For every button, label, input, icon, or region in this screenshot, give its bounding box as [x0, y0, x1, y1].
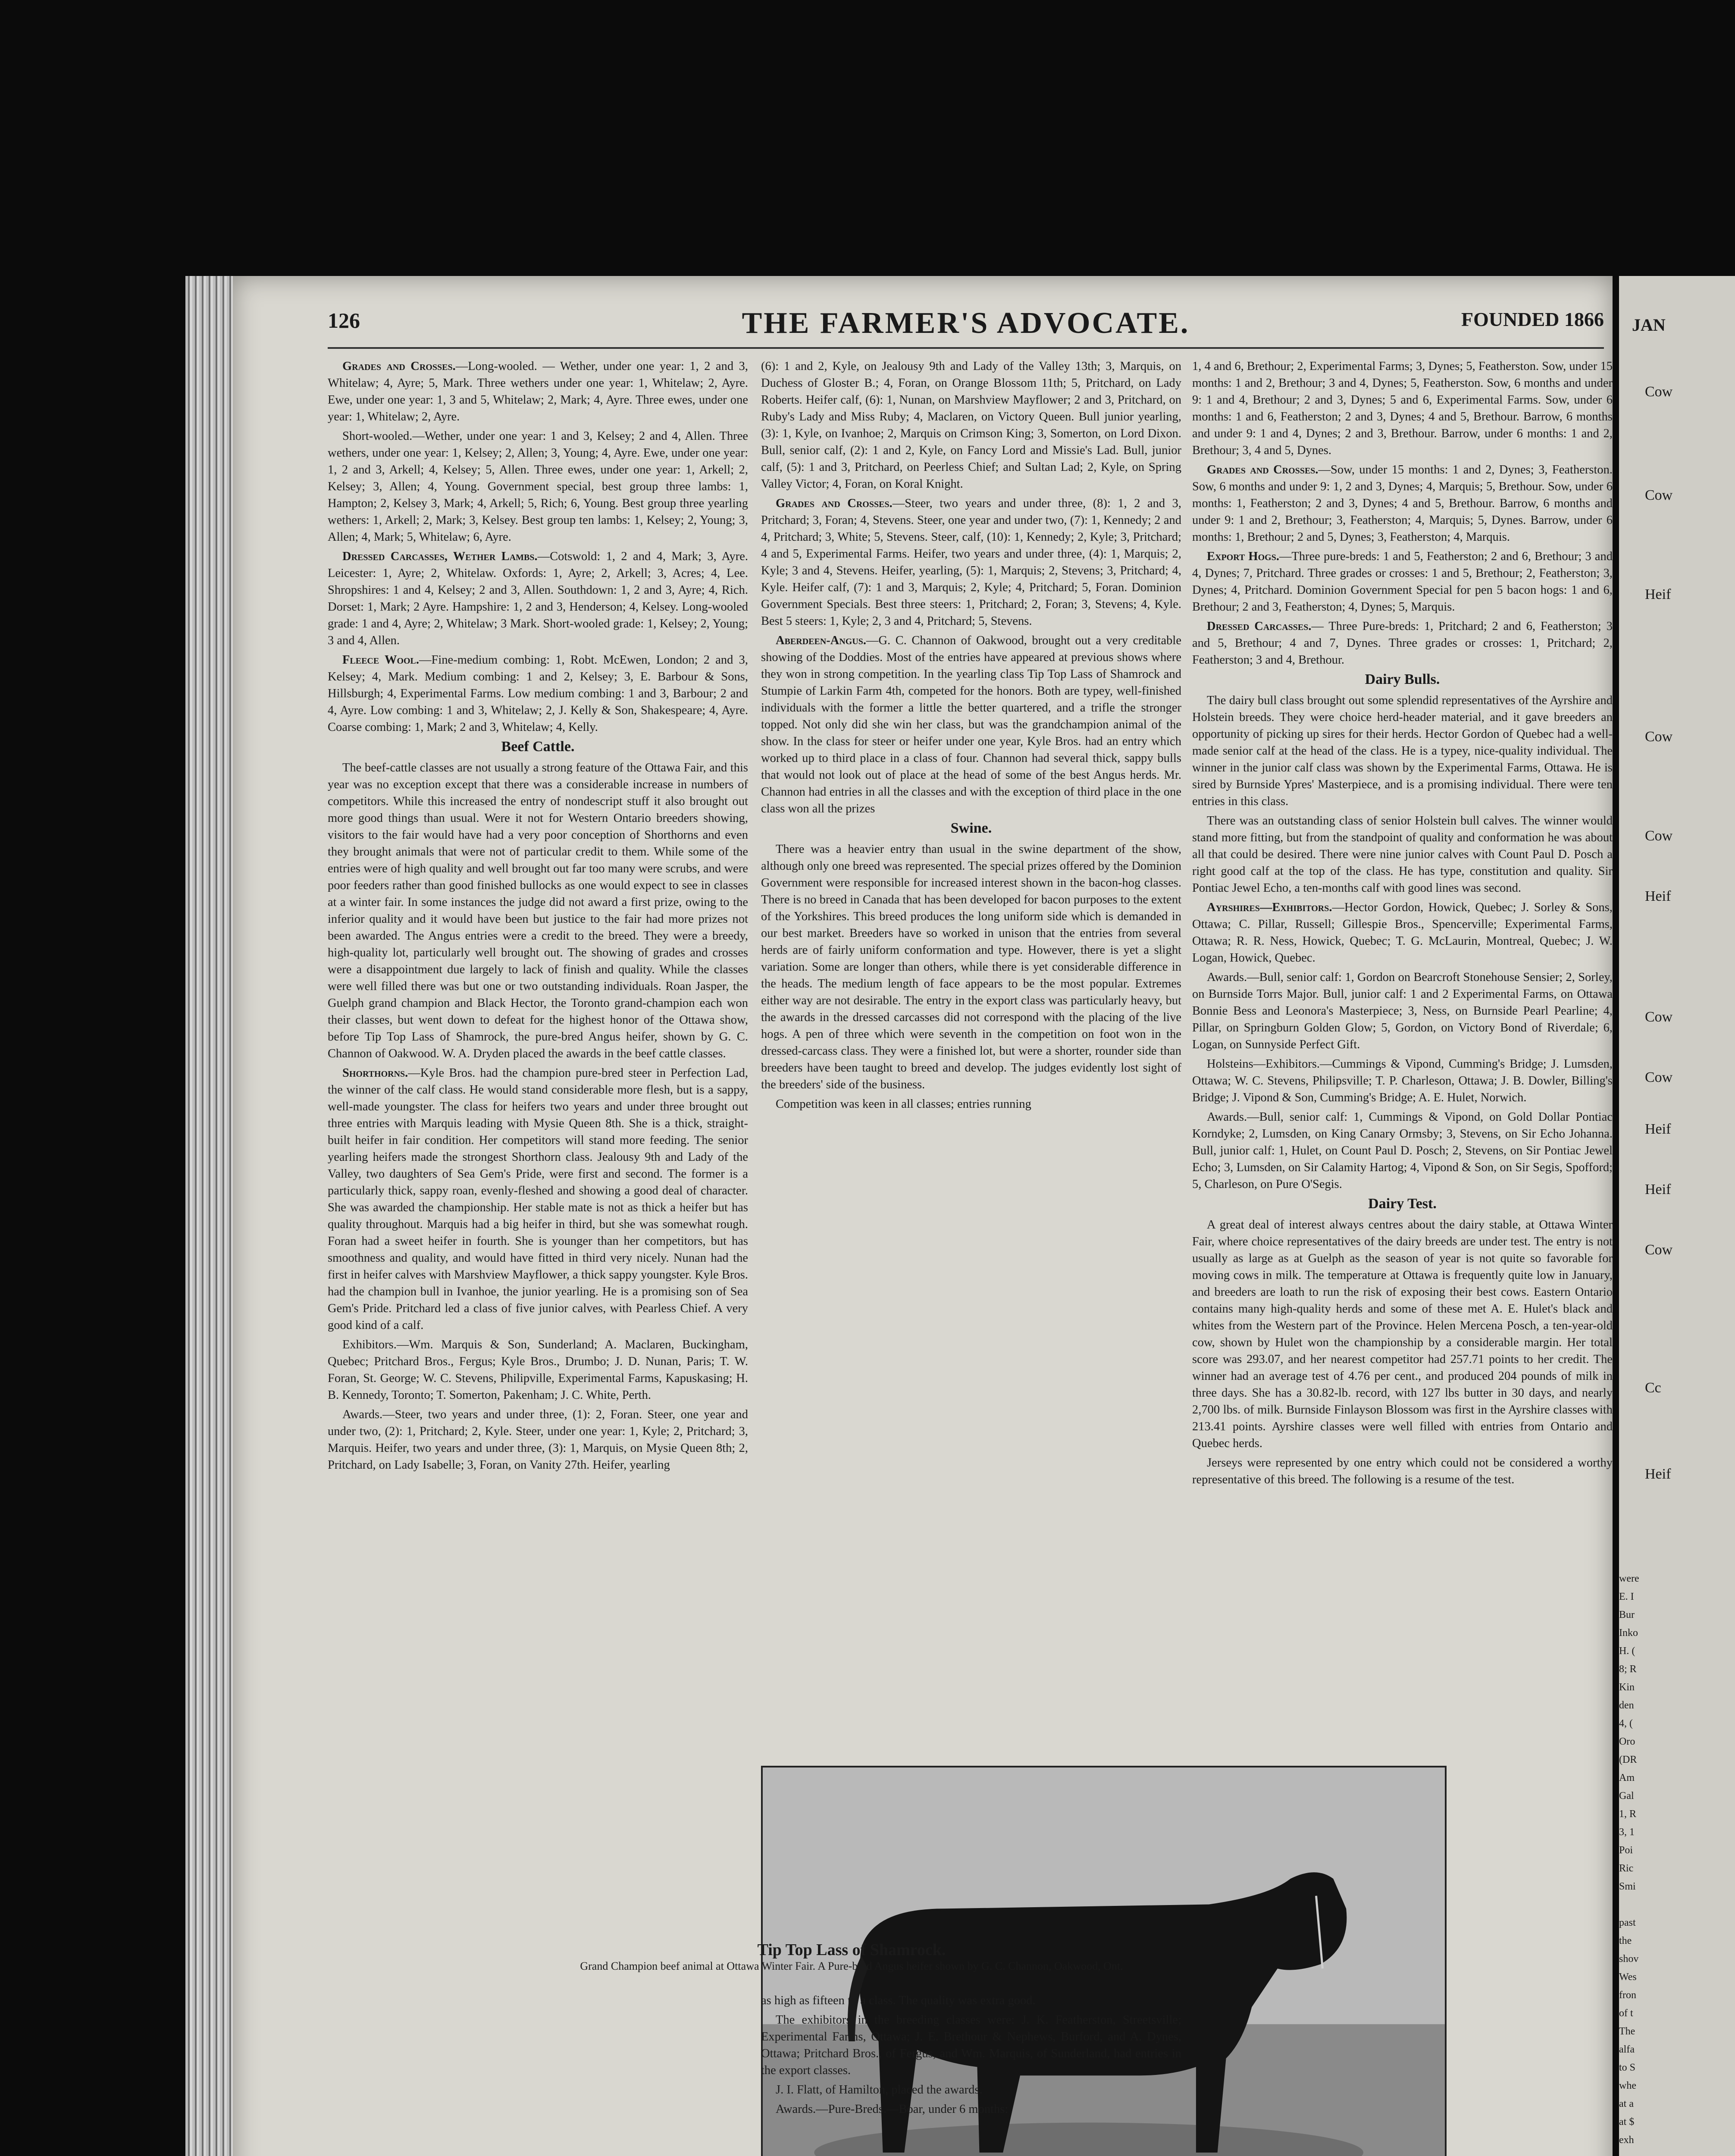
section-heading-dairy-test: Dairy Test.: [1368, 1196, 1437, 1212]
section-heading-beef-cattle: Beef Cattle.: [501, 739, 575, 755]
column-2-bottom: [761, 1992, 1181, 2118]
paragraph: The beef-cattle classes are not usually a strong feature of the Ottawa Fair, and this year was no exception except that there was a considerable increase in numbers of competitors. While this increased the entry of nondescript stuff it also brought out more good things than usual. Were it not for Western Ontario breeders showing, visitors to the fair would have had a very poor conception of Shorthorns and even they brought animals that were not of particular credit to them. While some of the entries were of high quality and well brought out far too many were scrubs, and were poor feeders rather than good finished bullocks as one would expect to see in classes at a winter fair. In some instances the judge did not award a first prize, owing to the inferior quality and it would have been but justice to the fair had more prizes not been awarded. The Angus entries were a credit to the breed. They were a breedy, high-quality lot, particularly well brought out. The showing of grades and crosses were a disappointment due largely to lack of finish and quality. While the classes were well filled there was but one or two outstanding individuals. Roan Jasper, the Guelph grand champion and Black Hector, the Toronto grand-champion each won their classes, but went down to defeat for the highest honor of the Ottawa show, before Tip Top Lass of Shamrock, the pure-bred Angus heifer, shown by G. C. Channon of Oakwood. W. A. Dryden placed the awards in the beef cattle classes.: [328, 761, 748, 1060]
section-heading-dairy-bulls: Dairy Bulls.: [1365, 671, 1440, 687]
paragraph: Ayrshires—Exhibitors.—Hector Gordon, Howick, Quebec; J. Sorley & Sons, Ottawa; C. Pillar, Russell; Gillespie Bros., Spencerville; Experimental Farms, Ottawa; R. R. Ness, Howick, Quebec; T. G. McLaurin, Montreal, Quebec; J. W. Logan, Howick, Quebec.: [1192, 901, 1613, 965]
paragraph: Awards.—Steer, two years and under three, (1): 2, Foran. Steer, one year and under two, (2): 1, Pritchard; 2, Kyle. Steer, under one year: 1, Kyle; 2, Pritchard; 3, Marquis. Heifer, two years and under three, (3): 1, Marquis, on Mysie Queen 8th; 2, Pritchard, on Lady Isabelle; 3, Foran, on Vanity 27th. Heifer, yearling: [328, 1408, 748, 1472]
paragraph: There was an outstanding class of senior Holstein bull calves. The winner would stand more fitting, but from the standpoint of quality and conformation he was about all that could be desired. There were nine junior calves with Count Paul D. Posch a right good calf at the top of the class. He has type, constitution and quality. Sir Pontiac Jewel Echo, a ten-months calf with good lines was second.: [1192, 814, 1613, 895]
paragraph: Grades and Crosses.—Long-wooled. — Wether, under one year: 1, 2 and 3, Whitelaw; 4, Ayre; 5, Mark. Three wethers under one year: 1, Whitelaw; 2, Ayre. Ewe, under one year: 1, 3 and 5, Whitelaw; 2, Mark; 4, Ayre. Three ewes, under one year: 1, Whitelaw; 2, Ayre.: [328, 360, 748, 423]
column-1: [328, 358, 748, 2139]
paragraph: Awards.—Pure-Breds.—Boar, under 6 months:: [776, 2103, 1008, 2116]
founded-line: FOUNDED 1866: [1461, 308, 1604, 330]
page-header: [328, 306, 1604, 341]
paragraph: The exhibitors in the breeding classes were: J. K. Featherston, Streetsville; Experimental Farms, Ottawa; J. E. Brethour & Nephews, Burford, and A. Dynes, Ottawa; Pritchard Bros., of Fergus, and Wm. Marquis, of Sunderland, had entries in the export classes.: [761, 2013, 1181, 2077]
page-number: 126: [328, 308, 360, 332]
column-3: [1192, 358, 1613, 2139]
paragraph: Competition was keen in all classes; entries running: [776, 1097, 1031, 1111]
paragraph: Jerseys were represented by one entry which could not be considered a worthy representative of this breed. The following is a resume of the test.: [1192, 1456, 1613, 1486]
adjacent-label: Cow: [1645, 729, 1673, 745]
paragraph: Awards.—Bull, senior calf: 1, Cummings & Vipond, on Gold Dollar Pontiac Korndyke; 2, Lumsden, on King Canary Ormsby; 3, Stevens, on Sir Echo Johanna. Bull, junior calf: 1, Hulet, on Count Paul D. Posch; 2, Stevens, on Sir Pontiac Jewel Echo; 3, Lumsden, on Sir Calamity Hartog; 4, Vipond & Son, on Sir Segis, Spofford; 5, Charleson, on Pure O'Segis.: [1192, 1110, 1613, 1191]
paragraph: J. I. Flatt, of Hamilton, placed the awards.: [776, 2083, 983, 2096]
paragraph: Dressed Carcasses.— Three Pure-breds: 1, Pritchard; 2 and 6, Featherston; 3 and 5, Brethour; 4 and 7, Dynes. Three grades or crosses: 1, Pritchard; 2, Featherston; 3 and 4, Brethour.: [1192, 620, 1613, 667]
caption-title: Tip Top Lass of Shamrock.: [757, 1941, 946, 1959]
paragraph: Holsteins—Exhibitors.—Cummings & Vipond, Cumming's Bridge; J. Lumsden, Ottawa; W. C. Stevens, Philipsville; T. P. Charleson, Ottawa; J. B. Dowler, Billing's Bridge; J. Vipond & Son, Cumming's Bridge; A. E. Hulet, Norwich.: [1192, 1057, 1613, 1104]
masthead: THE FARMER'S ADVOCATE.: [742, 307, 1190, 340]
paragraph: Short-wooled.—Wether, under one year: 1 and 3, Kelsey; 2 and 4, Allen. Three wethers, under one year: 1, Kelsey; 2, Allen; 3, Young; 4, Ayre. Ewe, under one year: 1, 2 and 3, Arkell; 4, Kelsey; 5, Allen. Three ewes, under one year: 1, Arkell; 2, Kelsey; 3, Allen; 4, Young. Government special, best group three lambs: 1, Hampton; 2, Kelsey 3, Mark; 4, Arkell; 5, Rich; 6, Young. Best group three yearling wethers: 1, Arkell; 2, Mark; 3, Kelsey. Best group ten lambs: 1, Kelsey; 2, Young; 3, Allen; 4, Mark; 5, Whitelaw; 6, Ayre.: [328, 429, 748, 544]
adjacent-label: Heif: [1645, 888, 1671, 904]
column-2: [761, 358, 1181, 1764]
caption-subtitle: Grand Champion beef animal at Ottawa Winter Fair. A Pure-bred Angus heifer shown by G. C. Channon, Oakwood, Ont.: [580, 1960, 1123, 1972]
paragraph: Awards.—Bull, senior calf: 1, Gordon on Bearcroft Stonehouse Sensier; 2, Sorley, on Burnside Torrs Major. Bull, junior calf: 1 and 2 Experimental Farms, on Ottawa Bonnie Bess and Leonora's Masterpiece; 3, Ness, on Burnside Pearl Pearline; 4, Pillar, on Springburn Golden Glow; 5, Gordon, on Victory Bond of Riverdale; 6, Logan, on Sunnyside Perfect Gift.: [1192, 971, 1613, 1051]
paragraph: 1, 4 and 6, Brethour; 2, Experimental Farms; 3, Dynes; 5, Featherston. Sow, under 15 months: 1 and 2, Brethour; 3 and 4, Dynes; 5, Featherston. Sow, 6 months and under 9: 1 and 4, Brethour; 2 and 3, Dynes; 5 and 6, Experimental Farms. Sow, under 6 months: 1 and 6, Featherston; 2 and 3, Dynes; 4 and 5, Brethour. Barrow, 6 months and under 9: 1 and 4, Dynes; 2 and 3, Brethour. Barrow, under 6 months: 1 and 2, Brethour; 3, 4 and 5, Dynes.: [1192, 360, 1613, 457]
paragraph: Grades and Crosses.—Steer, two years and under three, (8): 1, 2 and 3, Pritchard; 3, Foran; 4, Stevens. Steer, one year and under two, (7): 1, Kennedy; 2 and 4, Pritchard; 3, White; 5, Stevens. Steer, calf, (10): 1, Kennedy; 2, Kyle; 3, Pritchard; 4 and 5, Experimental Farms. Heifer, two years and under three, (4): 1, Marquis; 2, Kyle; 3 and 4, Stevens. Heifer, yearling, (5): 1, Marquis; 2, Stevens; 3, Pritchard; 4, Kyle. Heifer calf, (7): 1 and 3, Marquis; 2, Kyle; 4, Pritchard; 5, Foran. Dominion Government Specials. Best three steers: 1, Pritchard; 2, Foran; 3, Stevens; 4, Kyle. Best 5 steers: 1, Kyle; 2, 3 and 4, Pritchard; 5, Stevens.: [761, 497, 1181, 628]
adjacent-label: Cc: [1645, 1380, 1661, 1396]
newspaper-page: [233, 276, 1613, 2156]
section-heading-swine: Swine.: [950, 820, 992, 836]
paragraph: (6): 1 and 2, Kyle, on Jealousy 9th and Lady of the Valley 13th; 3, Marquis, on Duchess of Gloster B.; 4, Foran, on Orange Blossom 11th; 5, Pritchard, on Lady Roberts. Heifer calf, (6): 1, Nunan, on Marshview Mayflower; 2 and 3, Pritchard, on Ruby's Lady and Miss Ruby; 4, Maclaren, on Victory Queen. Bull junior yearling, (3): 1, Kyle, on Ivanhoe; 2, Marquis on Crimson King; 3, Somerton, on Lord Dixon. Bull, senior calf, (2): 1 and 2, Kyle, on Fancy Lord and Missie's Lad. Bull, junior calf, (5): 1 and 3, Pritchard, on Peerless Chief; and Sultan Lad; 2, Kyle, on Spring Valley Victor; 4, Foran, on Koral Knight.: [761, 360, 1181, 491]
adjacent-label: Cow: [1645, 1069, 1673, 1085]
paragraph: The dairy bull class brought out some splendid representatives of the Ayrshire and Holstein breeds. They were choice herd-header material, and it gave breeders an opportunity of picking up sires for their herds. Hector Gordon of Quebec had a well-made senior calf at the head of the class. He is a typey, nice-quality individual. The winner in the junior calf class was shown by the Experimental Farms, Ottawa. He is sired by Burnside Ypres' Masterpiece, and is a promising individual. There were ten entries in this class.: [1192, 694, 1613, 808]
adjacent-label: Cow: [1645, 1242, 1673, 1258]
adjacent-folio: JAN: [1632, 315, 1666, 335]
paragraph: Aberdeen-Angus.—G. C. Channon of Oakwood, brought out a very creditable showing of the Doddies. Most of the entries have appeared at previous shows where they won in strong competition. In the yearling class Tip Top Lass of Shamrock and Stumpie of Larkin Farm 4th, competed for the honors. Both are typey, well-finished individuals with the former a little the better quartered, and a trifle the stronger topped. Not only did she win her class, but was the grandchampion animal of the show. In the class for steer or heifer under one year, Kyle Bros. had an entry which worked up to third place in a class of four. Channon had several thick, sappy bulls that would not look out of place at the head of some of the best Angus herds. Mr. Channon had entries in all the classes and with the exception of third place in the one class won all the prizes: [761, 634, 1181, 815]
book-page-edges: [185, 276, 237, 2156]
caption-block: [528, 1940, 1175, 1973]
adjacent-label: Heif: [1645, 1181, 1671, 1197]
adjacent-label: Cow: [1645, 487, 1673, 503]
adjacent-cutoff-text: were E. I Bur Inko H. ( 8; R Kin den 4, ( Oro (DR Am Gal 1, R 3, 1 Poi Ric Smi past the shov Wes fron of t The alfa to S whe at a at $ exh: [1619, 1573, 1639, 2146]
adjacent-label: Cow: [1645, 1009, 1673, 1025]
adjacent-label: Heif: [1645, 586, 1671, 602]
adjacent-label: Cow: [1645, 828, 1673, 844]
paragraph: as high as fifteen to a class. The quality was extra good.: [761, 1994, 1036, 2007]
adjacent-label: Heif: [1645, 1121, 1671, 1137]
paragraph: Export Hogs.—Three pure-breds: 1 and 5, Featherston; 2 and 6, Brethour; 3 and 4, Dynes; 7, Pritchard. Three grades or crosses: 1 and 5, Brethour; 2, Featherston; 3, Dynes; 4, Pritchard. Dominion Government Special for pen 5 bacon hogs: 1 and 6, Brethour; 2 and 3, Featherston; 4, Dynes; 5, Marquis.: [1192, 550, 1613, 614]
paragraph: Exhibitors.—Wm. Marquis & Son, Sunderland; A. Maclaren, Buckingham, Quebec; Pritchard Bros., Fergus; Kyle Bros., Drumbo; J. D. Nunan, Paris; T. W. Foran, St. George; W. C. Stevens, Philipville, Experimental Farms, Kapuskasing; H. B. Kennedy, Toronto; T. Somerton, Pakenham; J. C. White, Perth.: [328, 1338, 748, 1402]
paragraph: Shorthorns.—Kyle Bros. had the champion pure-bred steer in Perfection Lad, the winner of the calf class. He would stand considerable more flesh, but is a sappy, well-made youngster. The class for heifers two years and under three brought out three entries with Marquis leading with Mysie Queen 8th. She is a thick, straight-built heifer in fair condition. Her competitors will stand more feeding. The senior yearling heifers made the strongest Shorthorn class. Jealousy 9th and Lady of the Valley, two daughters of Sea Gem's Pride, were first and second. The former is a particularly thick, sappy roan, evenly-fleshed and showing a good deal of character. She was awarded the championship. Her stable mate is not as thick a heifer but has quality throughout. Marquis had a big heifer in third, but she was somewhat rough. Foran had a sweet heifer in fourth. She is younger than her competitors, but has smoothness and quality, and would have fitted in third very nicely. Nunan had the first in heifer calves with Marshview Mayflower, a thick sappy youngster. Kyle Bros. had the champion bull in Ivanhoe, the junior yearling. He is a promising son of Sea Gem's Pride. Pritchard led a class of five junior calves, with Pearless Chief. A very good kind of a calf.: [328, 1066, 748, 1332]
adjacent-page-strip: [1619, 276, 1735, 2156]
paragraph: A great deal of interest always centres about the dairy stable, at Ottawa Winter Fair, where choice representatives of the dairy breeds are under test. The entry is not usually as large as at Guelph as the season of year is not quite so favorable for moving cows in milk. The temperature at Ottawa is frequently quite low in January, and breeders are loath to run the risk of exposing their best cows. Eastern Ontario contains many high-quality herds and some of these met A. E. Hulet's black and whites from the Western part of the Province. Helen Mercena Posch, a ten-year-old cow, shown by Hulet won the championship by a considerable margin. Her total score was 293.07, and her nearest competitor had 257.71 points to her credit. The winner had an average test of 4.76 per cent., and produced 204 pounds of milk in three days. She has a 30.82-lb. record, with 127 lbs butter in 30 days, and nearly 2,700 lbs. of milk. Burnside Finlayson Blossom was first in the Ayrshire classes with 213.41 points. Ayrshire classes were well filled with entries from Ontario and Quebec herds.: [1192, 1218, 1613, 1450]
adjacent-label: Heif: [1645, 1466, 1671, 1482]
adjacent-label: Cow: [1645, 384, 1673, 400]
header-rule: [328, 347, 1604, 349]
paragraph: Dressed Carcasses, Wether Lambs.—Cotswold: 1, 2 and 4, Mark; 3, Ayre. Leicester: 1, Ayre; 2, Whitelaw. Oxfords: 1, Ayre; 2, Arkell; 3, Acres; 4, Lee. Shropshires: 1 and 4, Kelsey; 2 and 3, Allen. Southdown: 1, 2 and 3, Ayre; 4, Rich. Dorset: 1, Mark; 2 Ayre. Hampshire: 1, 2 and 3, Henderson; 4, Kelsey. Long-wooled grade: 1 and 4, Ayre; 2, Whitelaw; 3 Mark. Short-wooled grade: 1, Kelsey; 2, Young; 3 and 4, Allen.: [328, 550, 748, 647]
paragraph: There was a heavier entry than usual in the swine department of the show, although only one breed was represented. The special prizes offered by the Dominion Government were responsible for increased interest shown in the bacon-hog classes. There is no breed in Canada that has been developed for bacon purposes to the extent of the Yorkshires. This breed produces the long uniform side which is demanded in our best market. Breeders have so worked in unison that the entries from several herds are of fairly uniform conformation and type. However, there is yet a slight variation. Some are longer than others, while there is yet considerable difference in the heads. The medium length of face appears to be the most popular. Extremes either way are not desirable. The entry in the export class was particularly heavy, but the awards in the dressed carcasses did not correspond with the placing of the live hogs. A pen of three which were seventh in the competition on foot won in the dressed-carcass class. They were a finished lot, but were a shorter, rounder side than breeders have been taught to breed and develop. The judges evidently lost sight of the breeders' side of the business.: [761, 843, 1181, 1091]
paragraph: Fleece Wool.—Fine-medium combing: 1, Robt. McEwen, London; 2 and 3, Kelsey; 4, Mark. Medium combing: 1 and 2, Kelsey; 3, E. Barbour & Sons, Hillsburgh; 4, Experimental Farms. Low medium combing: 1 and 3, Barbour; 2 and 4, Ayre. Low combing: 1 and 3, Whitelaw; 2, J. Kelly & Son, Shakespeare; 4, Ayre. Coarse combing: 1, Mark; 2 and 3, Whitelaw; 4, Kelly.: [328, 653, 748, 734]
paragraph: Grades and Crosses.—Sow, under 15 months: 1 and 2, Dynes; 3, Featherston. Sow, 6 months and under 9: 1, 2 and 3, Dynes; 4, Marquis; 5, Brethour. Sow, under 6 months: 1, Featherston; 2 and 3, Dynes; 4 and 5, Brethour. Barrow, 6 months and under 9: 1 and 2, Brethour; 3, Featherston; 4, Marquis; 5, Dynes. Barrow, under 6 months: 1, Brethour; 2 and 5, Dynes; 3, Featherston; 4, Marquis.: [1192, 463, 1613, 544]
